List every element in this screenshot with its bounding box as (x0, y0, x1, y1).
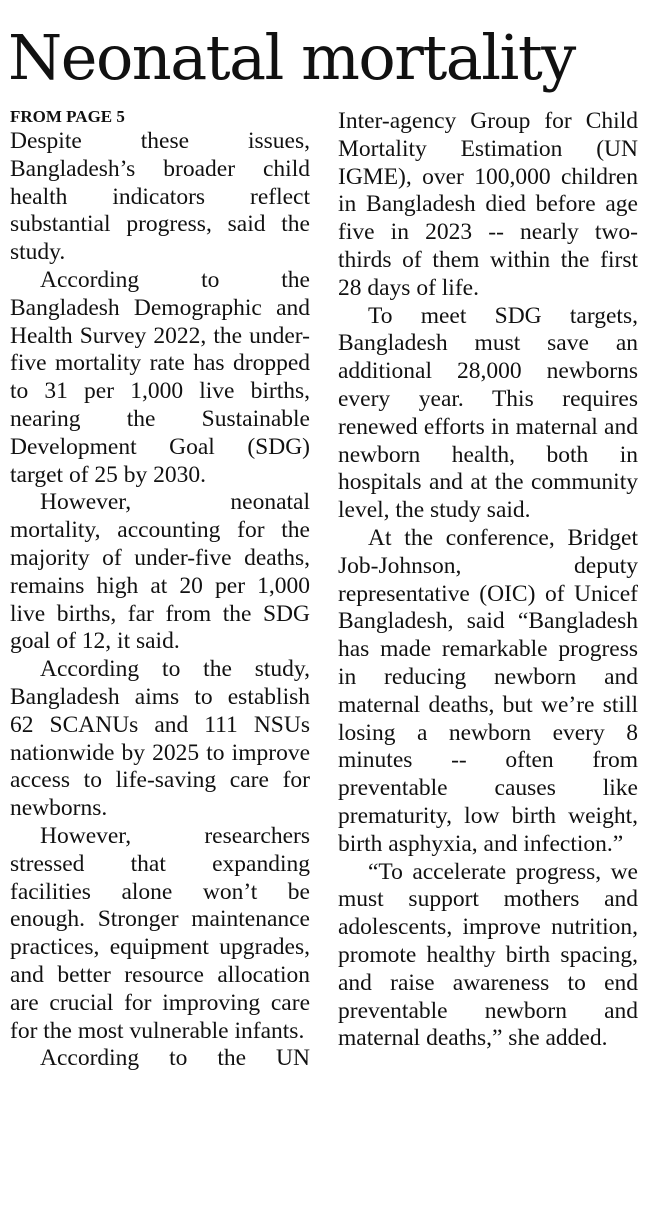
paragraph-continuation: Inter-agency Group for Child Mortality Estimation (UN IGME), over 100,000 children in Bangladesh died before age five in 2023 -- nearly two-thirds of them within the first 28 days of life. (338, 108, 638, 301)
headline: Neonatal mortality (8, 21, 575, 94)
paragraph: Despite these issues, Bangladesh’s broader child health indicators reflect substantial progress, said the study. (10, 128, 310, 266)
article-column-right (338, 108, 638, 1053)
paragraph: According to the study, Bangladesh aims to establish 62 SCANUs and 111 NSUs nationwide by 2025 to improve access to life-saving care for newborns. (10, 656, 310, 822)
paragraph: However, researchers stressed that expanding facilities alone won’t be enough. Stronger maintenance practices, equipment upgrades, and better resource allocation are crucial for improving care for the most vulnerable infants. (10, 822, 310, 1044)
paragraph-continued: According to the UN (40, 1045, 310, 1072)
paragraph: However, neonatal mortality, accounting for the majority of under-five deaths, remains high at 20 per 1,000 live births, far from the SDG goal of 12, it said. (10, 489, 310, 655)
article-column-left (10, 106, 310, 1073)
continuation-kicker: FROM PAGE 5 (10, 107, 125, 126)
paragraph: “To accelerate progress, we must support mothers and adolescents, improve nutrition, promote healthy birth spacing, and raise awareness to end preventable newborn and maternal deaths,” she added. (338, 858, 638, 1052)
paragraph: At the conference, Bridget Job-Johnson, deputy representative (OIC) of Unicef Bangladesh, said “Bangladesh has made remarkable progress in reducing newborn and maternal deaths, but we’re still losing a newborn every 8 minutes -- often from preventable causes like prematurity, low birth weight, birth asphyxia, and infection.” (338, 524, 638, 857)
paragraph: To meet SDG targets, Bangladesh must save an additional 28,000 newborns every year. This requires renewed efforts in maternal and newborn health, both in hospitals and at the community level, the study said. (338, 302, 638, 524)
paragraph: According to the Bangladesh Demographic and Health Survey 2022, the under-five mortality rate has dropped to 31 per 1,000 live births, nearing the Sustainable Development Goal (SDG) target of 25 by 2030. (10, 266, 310, 488)
